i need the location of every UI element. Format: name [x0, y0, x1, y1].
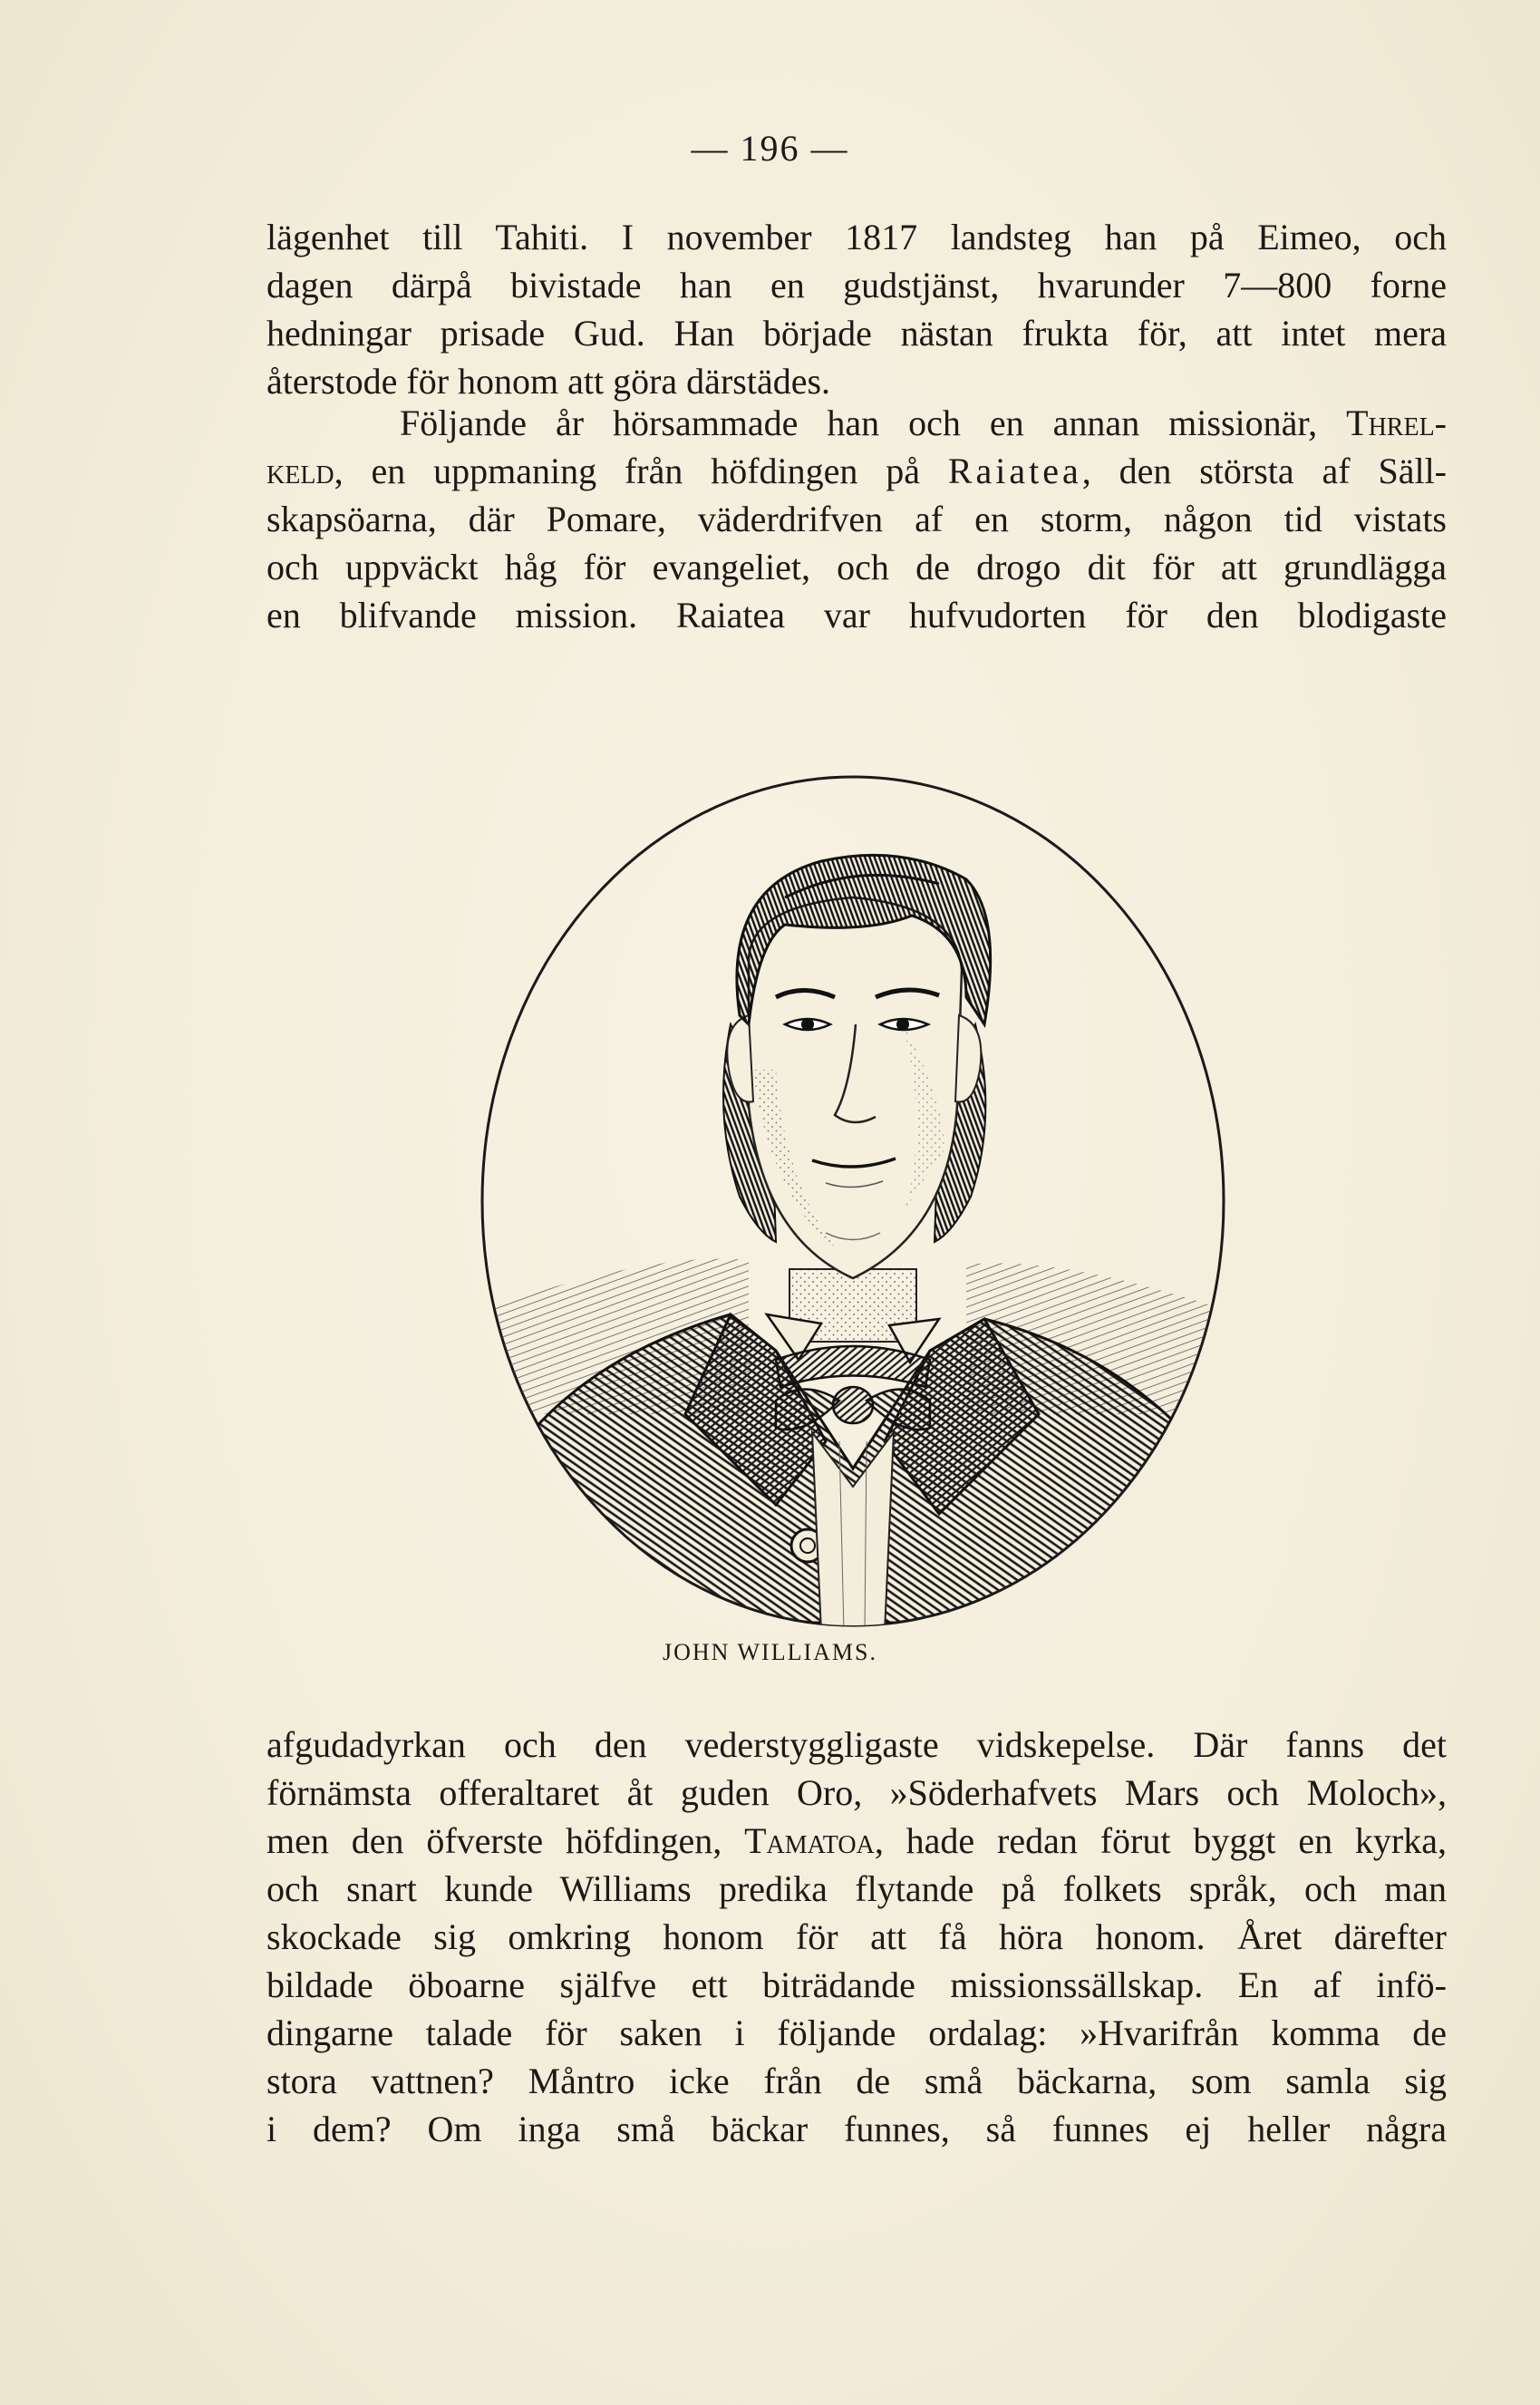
- text-line: en blifvande mission. Raiatea var hufvudorten för den blodigaste: [266, 595, 1447, 635]
- portrait-engraving: [477, 725, 1229, 1632]
- text-line: skapsöarna, där Pomare, väderdrifven af en storm, någon tid vistats: [266, 499, 1447, 539]
- text-line: bildade öboarne själfve ett biträdande missionssällskap. En af infö-: [266, 1964, 1447, 2005]
- text-line: skockade sig omkring honom för att få höra honom. Året därefter: [266, 1916, 1447, 1957]
- text-line: dagen därpå bivistade han en gudstjänst, hvarunder 7—800 forne: [266, 265, 1447, 305]
- place-name-raiatea: Raiatea: [947, 451, 1082, 491]
- text-line: lägenhet till Tahiti. I november 1817 landsteg han på Eimeo, och: [266, 217, 1447, 257]
- portrait-caption: JOHN WILLIAMS.: [663, 1639, 877, 1665]
- text-line: i dem? Om inga små bäckar funnes, så funnes ej heller några: [266, 2109, 1447, 2149]
- person-name-tamatoa: Tamatoa: [744, 1820, 875, 1861]
- text-line: och snart kunde Williams predika flytande på folkets språk, och man: [266, 1868, 1447, 1909]
- text-line: stora vattnen? Måntro icke från de små bäckarna, som samla sig: [266, 2061, 1447, 2101]
- paragraph-3: [266, 1721, 1447, 2153]
- text-line: [266, 1817, 1447, 1865]
- paragraph-1: [266, 213, 1447, 405]
- text-segment: Följande år hörsammade han och en annan missionär,: [400, 402, 1347, 443]
- text-line: hedningar prisade Gud. Han började nästan frukta för, att intet mera: [266, 313, 1447, 354]
- paragraph-2: [266, 399, 1447, 639]
- text-segment: , hade redan förut byggt en kyrka,: [874, 1820, 1448, 1861]
- person-name-threlkeld: Threl-: [1346, 402, 1447, 443]
- text-line: [266, 447, 1447, 495]
- text-line: återstode för honom att göra därstädes.: [266, 361, 831, 402]
- text-line: förnämsta offeraltaret åt guden Oro, »Söderhafvets Mars och Moloch»,: [266, 1772, 1447, 1813]
- text-segment: , en uppmaning från höfdingen på: [334, 451, 948, 491]
- text-line: dingarne talade för saken i följande ordalag: »Hvarifrån komma de: [266, 2012, 1447, 2053]
- person-name-threlkeld-cont: keld: [266, 451, 334, 491]
- text-line: [266, 399, 1447, 447]
- text-segment: men den öfverste höfdingen,: [266, 1820, 745, 1861]
- text-line: afgudadyrkan och den vederstyggligaste vidskepelse. Där fanns det: [266, 1724, 1447, 1765]
- page-number: — 196 —: [691, 128, 849, 169]
- text-segment: , den största af Säll-: [1081, 451, 1448, 491]
- text-line: och uppväckt håg för evangeliet, och de drogo dit för att grundlägga: [266, 547, 1447, 587]
